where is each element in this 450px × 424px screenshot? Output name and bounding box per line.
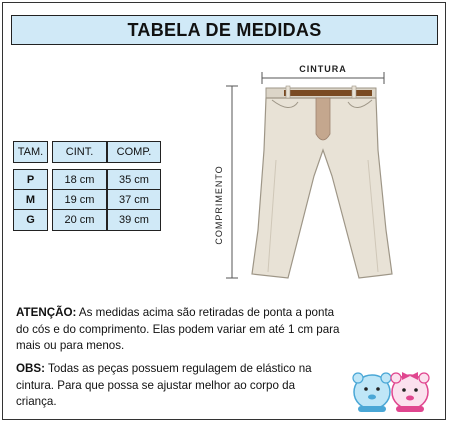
attention-text: As medidas acima são retiradas de ponta a ponta do cós e do comprimento. Elas podem variar em até 1 cm para mais ou para menos. [16, 306, 340, 352]
obs-note [16, 361, 328, 411]
obs-label: OBS: [16, 362, 45, 375]
table-header-waist: CINT. [52, 141, 107, 163]
waist-label: CINTURA [299, 64, 347, 74]
table-cell-waist: 20 cm [52, 209, 107, 231]
attention-label: ATENÇÃO: [16, 306, 77, 319]
table-cell-size: P [13, 169, 48, 191]
table-cell-size: G [13, 209, 48, 231]
pants-illustration [252, 86, 392, 278]
table-cell-size: M [13, 189, 48, 211]
length-label: COMPRIMENTO [214, 165, 224, 245]
table-cell-length: 37 cm [107, 189, 161, 211]
table-cell-length: 39 cm [107, 209, 161, 231]
table-cell-length: 35 cm [107, 169, 161, 191]
waist-dimension [262, 62, 384, 84]
table-cell-waist: 18 cm [52, 169, 107, 191]
obs-text: Todas as peças possuem regulagem de elástico na cintura. Para que possa se ajustar melhor ao corpo da criança. [16, 362, 312, 408]
table-header-size: TAM. [13, 141, 48, 163]
length-dimension [213, 86, 238, 278]
mascot-logo [353, 372, 429, 412]
page-title: TABELA DE MEDIDAS [11, 15, 438, 45]
table-cell-waist: 19 cm [52, 189, 107, 211]
table-header-length: COMP. [107, 141, 161, 163]
attention-note [16, 305, 340, 355]
